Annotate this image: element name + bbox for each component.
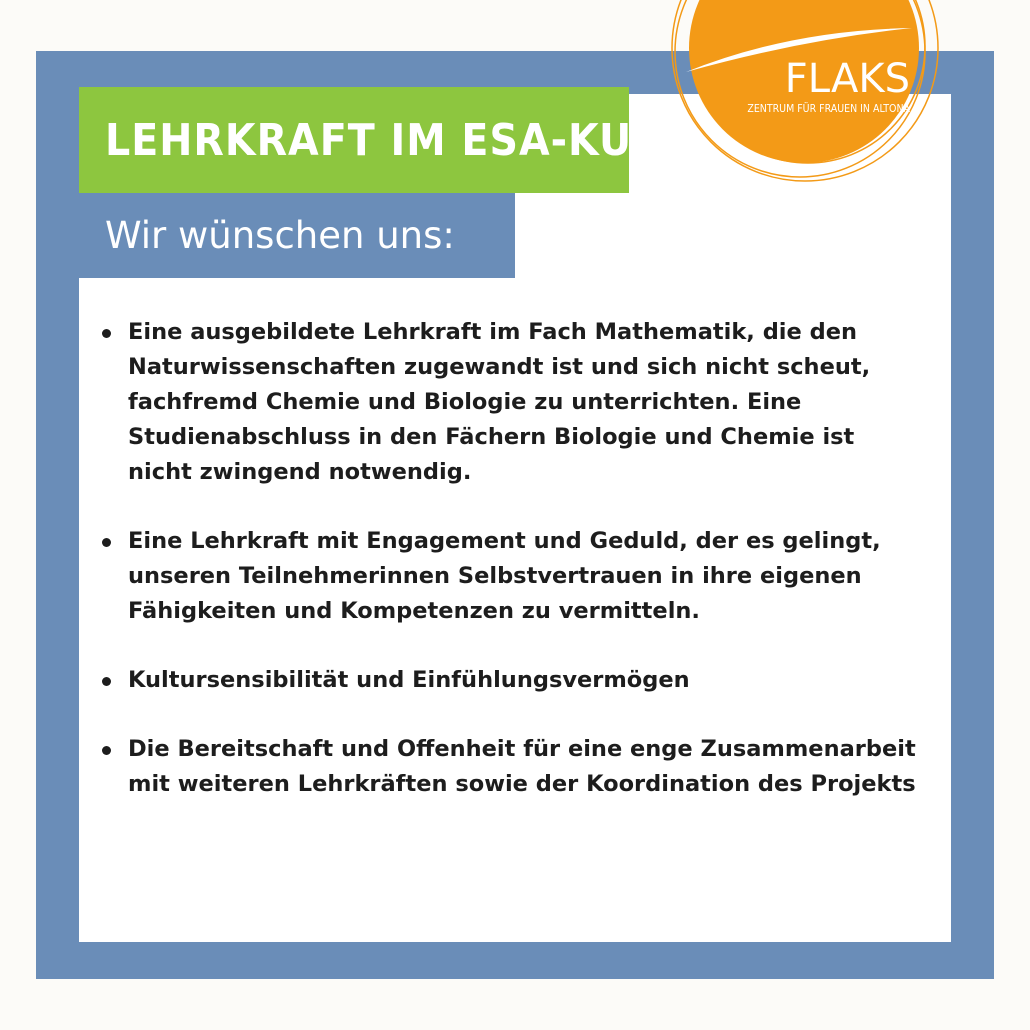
logo-name: FLAKS	[784, 56, 910, 102]
page-title: LEHRKRAFT IM ESA-KURS	[105, 114, 694, 166]
bullet-icon	[102, 329, 111, 338]
list-item	[98, 524, 918, 629]
list-item-text: Kultursensibilität und Einfühlungsvermögen	[128, 667, 690, 693]
bullet-icon	[102, 746, 111, 755]
list-item	[98, 663, 918, 698]
list-item-text: Eine Lehrkraft mit Engagement und Geduld, der es gelingt, unseren Teilnehmerinnen Selbstvertrauen in ihre eigenen Fähigkeiten und Kompetenzen zu vermitteln.	[128, 528, 881, 624]
title-banner	[79, 87, 694, 193]
bullet-icon	[102, 538, 111, 547]
requirements-list	[98, 315, 918, 836]
list-item	[98, 732, 918, 802]
page-subtitle: Wir wünschen uns:	[105, 214, 455, 257]
subtitle-banner	[79, 193, 515, 278]
flaks-logo	[640, 0, 970, 200]
list-item	[98, 315, 918, 490]
logo-tagline: ZENTRUM FÜR FRAUEN IN ALTONA	[747, 103, 910, 115]
list-item-text: Eine ausgebildete Lehrkraft im Fach Mathematik, die den Naturwissenschaften zugewandt ist und sich nicht scheut, fachfremd Chemie und Biologie zu unterrichten. Eine Studienabschluss in den Fächern Biologie und Chemie ist nicht zwingend notwendig.	[128, 319, 871, 485]
list-item-text: Die Bereitschaft und Offenheit für eine enge Zusammenarbeit mit weiteren Lehrkräften sowie der Koordination des Projekts	[128, 736, 916, 797]
bullet-icon	[102, 677, 111, 686]
